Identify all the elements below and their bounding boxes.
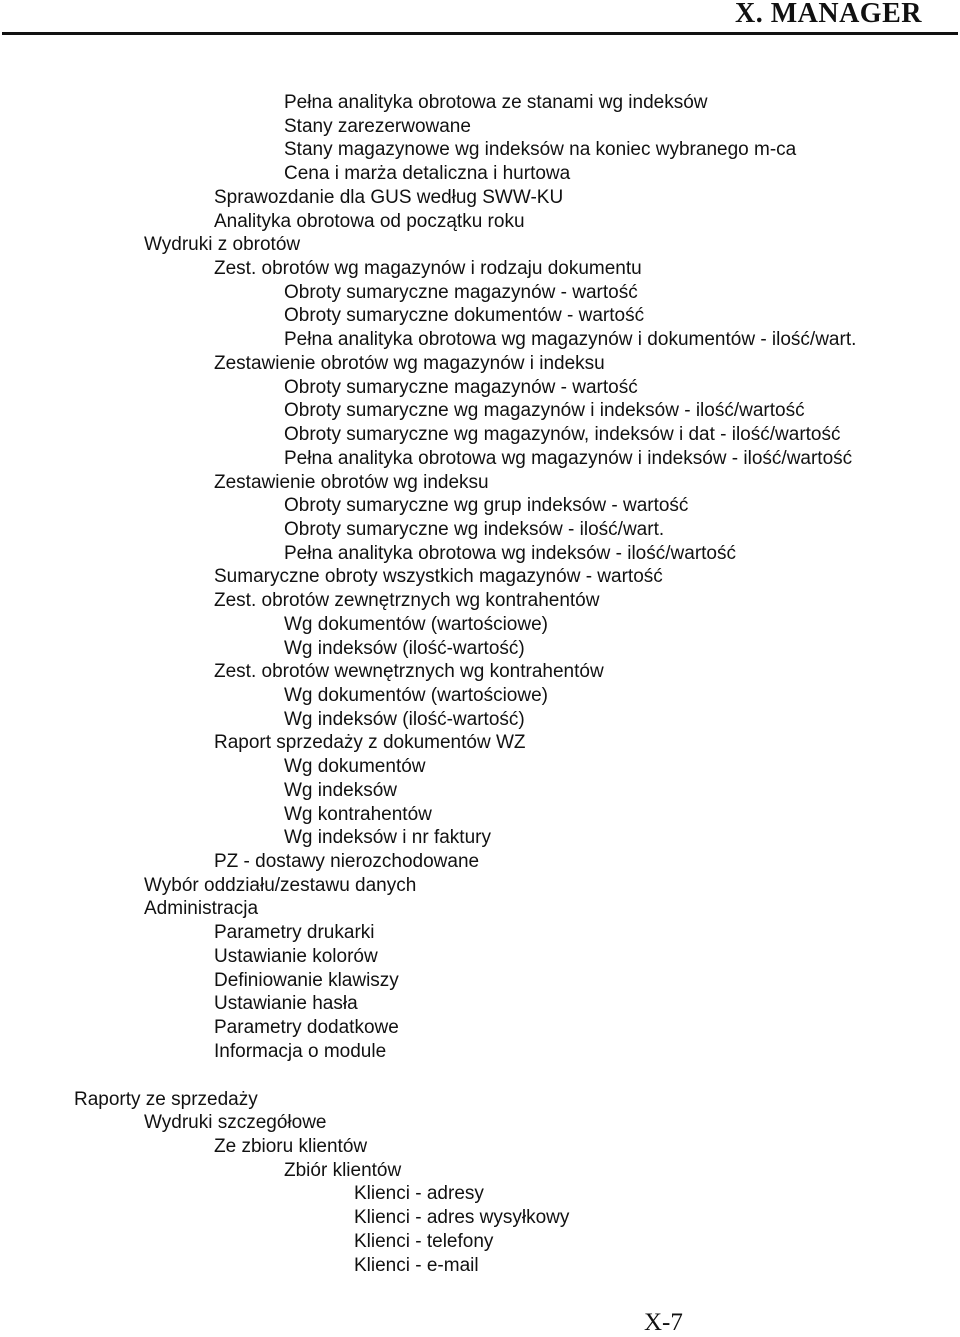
menu-line-level-4: Pełna analityka obrotowa wg indeksów - ilość/wartość [284, 542, 736, 564]
menu-line-level-3: Zest. obrotów wg magazynów i rodzaju dokumentu [214, 258, 642, 280]
menu-line-level-4: Wg indeksów [284, 779, 397, 801]
menu-line-level-4: Stany zarezerwowane [284, 115, 471, 137]
page-header-title: X. MANAGER [735, 0, 922, 29]
menu-line-level-5: Klienci - adres wysyłkowy [354, 1207, 570, 1229]
menu-line-level-4: Wg indeksów (ilość-wartość) [284, 637, 525, 659]
menu-line-level-4: Pełna analityka obrotowa wg magazynów i indeksów - ilość/wartość [284, 447, 853, 469]
menu-line-level-4: Wg dokumentów (wartościowe) [284, 685, 548, 706]
menu-line-level-5: Klienci - e-mail [354, 1254, 479, 1276]
menu-line-level-3: Ustawianie kolorów [214, 945, 378, 967]
menu-line-level-4: Wg indeksów i nr faktury [284, 827, 491, 849]
menu-line-level-3: Definiowanie klawiszy [214, 969, 399, 991]
menu-line-level-4: Obroty sumaryczne wg magazynów i indeksów - ilość/wartość [284, 400, 805, 422]
menu-line-level-5: Klienci - telefony [354, 1230, 494, 1252]
menu-line-level-2: Wydruki szczegółowe [144, 1112, 327, 1134]
menu-line-level-4: Obroty sumaryczne dokumentów - wartość [284, 305, 645, 327]
menu-line-level-3: Zestawienie obrotów wg magazynów i indeksu [214, 352, 605, 374]
menu-line-level-2: Wybór oddziału/zestawu danych [144, 874, 417, 896]
menu-line-level-4: Cena i marża detaliczna i hurtowa [284, 163, 571, 185]
menu-line-level-4: Wg dokumentów (wartościowe) [284, 613, 548, 635]
menu-line-level-5: Klienci - adresy [354, 1183, 484, 1205]
menu-line-level-3: Informacja o module [214, 1040, 387, 1062]
menu-line-level-4: Wg kontrahentów [284, 803, 432, 825]
menu-line-level-4: Obroty sumaryczne wg grup indeksów - wartość [284, 495, 689, 517]
menu-line-level-2: Wydruki z obrotów [144, 234, 301, 256]
menu-line-level-4: Zbiór klientów [284, 1159, 402, 1181]
menu-line-level-2: Administracja [144, 898, 259, 920]
menu-line-level-3: PZ - dostawy nierozchodowane [214, 851, 480, 873]
menu-line-level-3: Parametry drukarki [214, 922, 375, 944]
menu-line-level-4: Wg dokumentów [284, 756, 426, 778]
menu-line-level-3: Sprawozdanie dla GUS według SWW-KU [214, 186, 564, 208]
menu-line-level-3: Zest. obrotów wewnętrznych wg kontrahentów [214, 661, 604, 683]
menu-line-level-3: Analityka obrotowa od początku roku [214, 210, 525, 232]
menu-line-level-4: Stany magazynowe wg indeksów na koniec wybranego m-ca [284, 139, 797, 161]
menu-line-level-4: Pełna analityka obrotowa wg magazynów i dokumentów - ilość/wart. [284, 329, 857, 351]
menu-line-level-4: Obroty sumaryczne wg magazynów, indeksów i dat - ilość/wartość [284, 424, 841, 446]
menu-line-level-3: Zestawienie obrotów wg indeksu [214, 471, 489, 493]
page-number: X-7 [644, 1309, 683, 1336]
menu-line-level-4: Obroty sumaryczne magazynów - wartość [284, 281, 638, 303]
menu-line-level-3: Zest. obrotów zewnętrznych wg kontrahentów [214, 590, 600, 612]
menu-line-level-3: Sumaryczne obroty wszystkich magazynów - wartość [214, 566, 663, 588]
menu-line-level-3: Ze zbioru klientów [214, 1135, 368, 1157]
menu-line-level-4: Wg indeksów (ilość-wartość) [284, 708, 525, 730]
menu-line-level-3: Parametry dodatkowe [214, 1017, 399, 1039]
menu-line-level-4: Obroty sumaryczne wg indeksów - ilość/wart. [284, 518, 665, 540]
menu-line-level-3: Ustawianie hasła [214, 993, 358, 1015]
menu-line-level-4: Pełna analityka obrotowa ze stanami wg indeksów [284, 92, 708, 113]
menu-line-level-4: Obroty sumaryczne magazynów - wartość [284, 376, 638, 398]
menu-line-level-1: Raporty ze sprzedaży [74, 1088, 258, 1110]
menu-line-level-3: Raport sprzedaży z dokumentów WZ [214, 732, 526, 754]
